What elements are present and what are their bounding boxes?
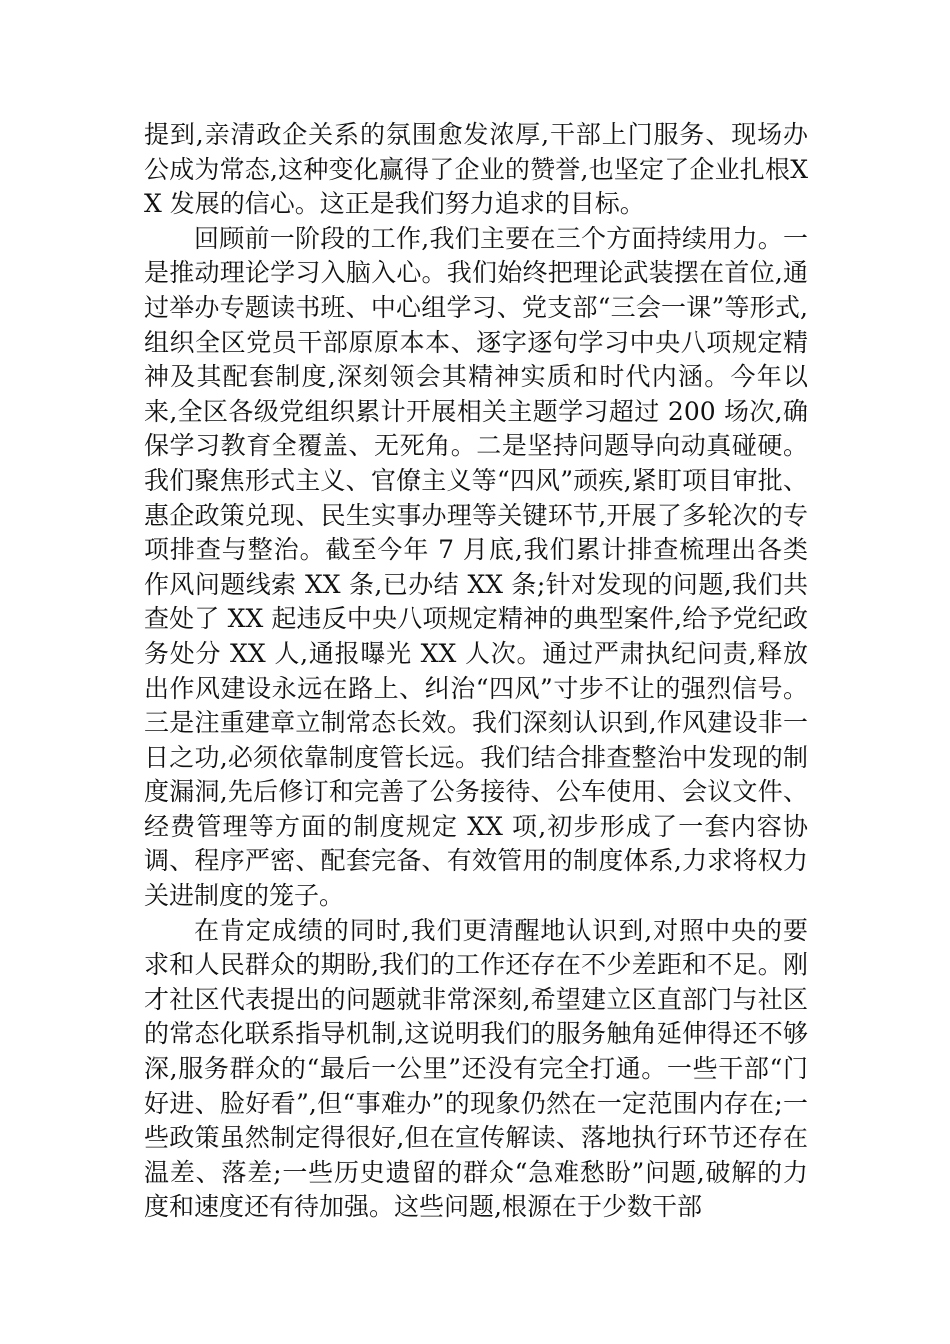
paragraph-shortcomings: 在肯定成绩的同时,我们更清醒地认识到,对照中央的要求和人民群众的期盼,我们的工作还存在不少差距和不足。刚才社区代表提出的问题就非常深刻,希望建立区直部门与社区的常态化联系指导机制,这说明我们的服务触角延伸得还不够深,服务群众的“最后一公里”还没有完全打通。一些干部“门好进、脸好看”,但“事难办”的现象仍然在一定范围内存在;一些政策虽然制定得很好,但在宣传解读、落地执行环节还存在温差、落差;一些历史遗留的群众“急难愁盼”问题,破解的力度和速度还有待加强。这些问题,根源在于少数干部 bbox=[144, 915, 808, 1222]
document-body bbox=[144, 118, 808, 1225]
paragraph-work-review: 回顾前一阶段的工作,我们主要在三个方面持续用力。一是推动理论学习入脑入心。我们始终把理论武装摆在首位,通过举办专题读书班、中心组学习、党支部“三会一课”等形式,组织全区党员干部原原本本、逐字逐句学习中央八项规定精神及其配套制度,深刻领会其精神实质和时代内涵。今年以来,全区各级党组织累计开展相关主题学习超过 200 场次,确保学习教育全覆盖、无死角。二是坚持问题导向动真碰硬。我们聚焦形式主义、官僚主义等“四风”顽疾,紧盯项目审批、惠企政策兑现、民生实事办理等关键环节,开展了多轮次的专项排查与整治。截至今年 7 月底,我们累计排查梳理出各类作风问题线索 XX 条,已办结 XX 条;针对发现的问题,我们共查处了 XX 起违反中央八项规定精神的典型案件,给予党纪政务处分 XX 人,通报曝光 XX 人次。通过严肃执纪问责,释放出作风建设永远在路上、纠治“四风”寸步不让的强烈信号。三是注重建章立制常态长效。我们深刻认识到,作风建设非一日之功,必须依靠制度管长远。我们结合排查整治中发现的制度漏洞,先后修订和完善了公务接待、公车使用、会议文件、经费管理等方面的制度规定 XX 项,初步形成了一套内容协调、程序严密、配套完备、有效管用的制度体系,力求将权力关进制度的笼子。 bbox=[144, 223, 808, 911]
paragraph-continuation: 提到,亲清政企关系的氛围愈发浓厚,干部上门服务、现场办公成为常态,这种变化赢得了企业的赞誉,也坚定了企业扎根XX 发展的信心。这正是我们努力追求的目标。 bbox=[144, 120, 808, 219]
